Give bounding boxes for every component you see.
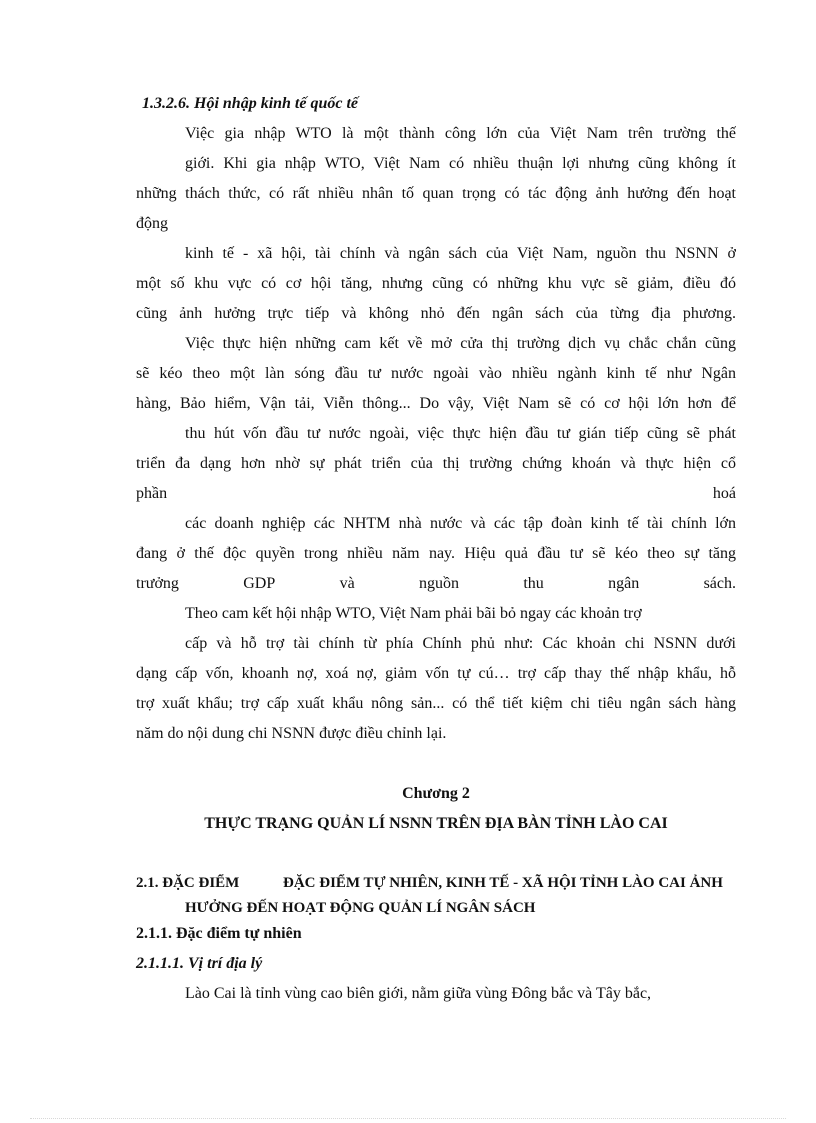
paragraph-line: Lào Cai là tỉnh vùng cao biên giới, nằm giữa vùng Đông bắc và Tây bắc, xyxy=(185,985,652,1002)
split-line xyxy=(136,569,736,599)
paragraph-line: năm do nội dung chi NSNN được điều chỉnh lại. xyxy=(136,725,447,742)
chapter-label: Chương 2 xyxy=(402,785,470,802)
split-word: phần xyxy=(136,485,168,502)
section-2-1-title: ĐẶC ĐIỂM TỰ NHIÊN, KINH TẾ - XÃ HỘI TỈNH LÀO CAI ẢNH xyxy=(283,875,723,891)
section-heading-1-3-2-6: 1.3.2.6. Hội nhập kinh tế quốc tế xyxy=(142,95,359,112)
paragraph-line: cũng ảnh hưởng trực tiếp và không nhỏ đến ngân sách của từng địa phương. xyxy=(136,305,736,322)
paragraph-line: thu hút vốn đầu tư nước ngoài, việc thực hiện đầu tư gián tiếp cũng sẽ phát xyxy=(185,425,736,442)
paragraph-line: trợ xuất khẩu; trợ cấp xuất khẩu nông sản... có thể tiết kiệm chi tiêu ngân sách hàng xyxy=(136,695,736,712)
paragraph-line: động xyxy=(136,215,168,232)
split-word: và xyxy=(339,575,355,592)
section-2-1-number: 2.1. ĐẶC ĐIỂM xyxy=(136,875,240,891)
split-word: thu xyxy=(523,575,544,592)
paragraph-line: những thách thức, có rất nhiều nhân tố quan trọng có tác động ảnh hưởng đến hoạt xyxy=(136,185,736,202)
paragraph-line: kinh tế - xã hội, tài chính và ngân sách của Việt Nam, nguồn thu NSNN ở xyxy=(185,245,736,262)
paragraph-line: Việc thực hiện những cam kết về mở cửa thị trường dịch vụ chắc chắn cũng xyxy=(185,335,736,352)
split-word: GDP xyxy=(243,575,276,592)
paragraph-line: Việc gia nhập WTO là một thành công lớn của Việt Nam trên trường thế xyxy=(185,125,736,142)
paragraph-line: đang ở thế độc quyền trong nhiều năm nay. Hiệu quả đầu tư sẽ kéo theo sự tăng xyxy=(136,545,736,562)
page-bottom-rule xyxy=(30,1118,786,1119)
split-word: sách. xyxy=(703,575,736,592)
paragraph-line: sẽ kéo theo một làn sóng đầu tư nước ngoài vào nhiều ngành kinh tế như Ngân xyxy=(136,365,736,382)
paragraph-line: triển đa dạng hơn nhờ sự phát triển của thị trường chứng khoán và thực hiện cổ xyxy=(136,455,736,472)
chapter-title: THỰC TRẠNG QUẢN LÍ NSNN TRÊN ĐỊA BÀN TỈNH LÀO CAI xyxy=(204,815,668,832)
split-word: ngân xyxy=(608,575,640,592)
split-word: trưởng xyxy=(136,575,179,592)
split-word: nguồn xyxy=(419,575,460,592)
section-2-1-1-1-heading: 2.1.1.1. Vị trí địa lý xyxy=(136,955,263,972)
split-line xyxy=(136,479,736,509)
section-2-1-1-heading: 2.1.1. Đặc điểm tự nhiên xyxy=(136,925,302,942)
paragraph-line: dạng cấp vốn, khoanh nợ, xoá nợ, giảm vốn tự cú… trợ cấp thay thế nhập khẩu, hỗ xyxy=(136,665,736,682)
paragraph-line: các doanh nghiệp các NHTM nhà nước và các tập đoàn kinh tế tài chính lớn xyxy=(185,515,736,532)
paragraph-line: một số khu vực có cơ hội tăng, nhưng cũng có những khu vực sẽ giảm, điều đó xyxy=(136,275,736,292)
paragraph-line: hàng, Bảo hiểm, Vận tải, Viễn thông... Do vậy, Việt Nam sẽ có cơ hội lớn hơn để xyxy=(136,395,736,412)
paragraph-line: Theo cam kết hội nhập WTO, Việt Nam phải bãi bỏ ngay các khoản trợ xyxy=(185,605,642,622)
section-2-1-title-cont: HƯỞNG ĐẾN HOẠT ĐỘNG QUẢN LÍ NGÂN SÁCH xyxy=(185,900,536,916)
split-word: hoá xyxy=(712,485,736,502)
paragraph-line: cấp và hỗ trợ tài chính từ phía Chính phủ như: Các khoản chi NSNN dưới xyxy=(185,635,736,652)
paragraph-line: giới. Khi gia nhập WTO, Việt Nam có nhiều thuận lợi nhưng cũng không ít xyxy=(185,155,736,172)
